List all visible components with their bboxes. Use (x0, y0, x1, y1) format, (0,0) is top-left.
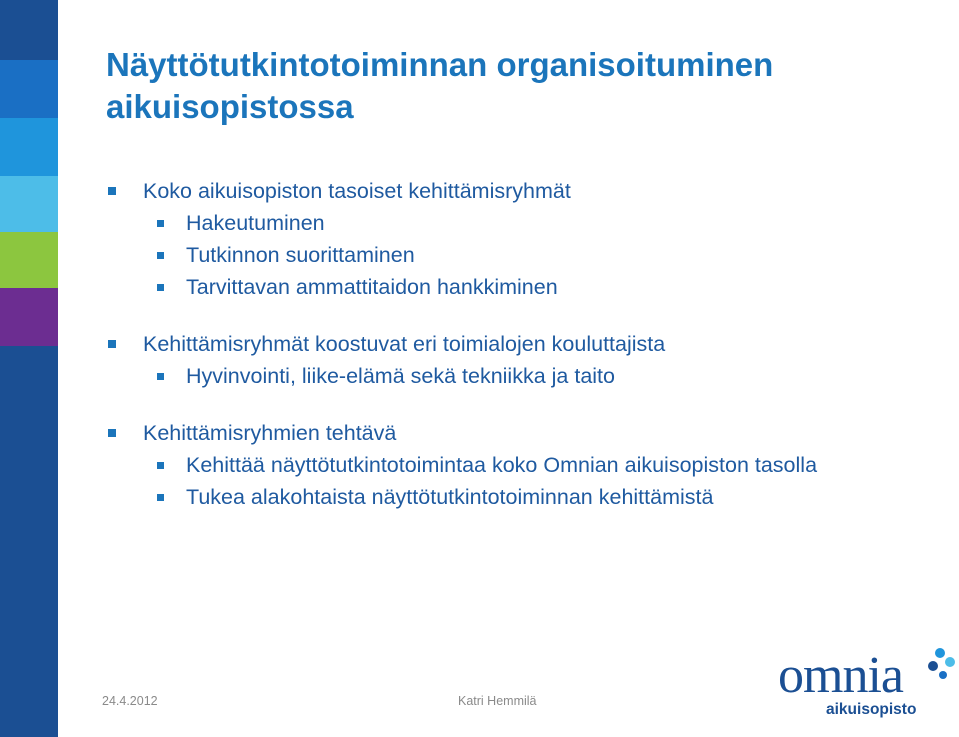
bullet-level-2: Hyvinvointi, liike-elämä sekä tekniikka ja taito (106, 360, 926, 392)
bullet-level-1: Koko aikuisopiston tasoiset kehittämisryhmät (106, 175, 926, 207)
footer-author: Katri Hemmilä (458, 694, 537, 708)
logo-dots-icon (918, 646, 956, 686)
bullet-level-2: Tukea alakohtaista näyttötutkintotoiminnan kehittämistä (106, 481, 926, 513)
bullet-level-1: Kehittämisryhmien tehtävä (106, 417, 926, 449)
footer-date: 24.4.2012 (102, 694, 158, 708)
decorative-color-stripe (0, 0, 58, 737)
bullet-level-2: Hakeutuminen (106, 207, 926, 239)
bullet-group-2 (106, 328, 926, 392)
bullet-level-2: Kehittää näyttötutkintotoimintaa koko Omnian aikuisopiston tasolla (106, 449, 926, 481)
bullet-level-1: Kehittämisryhmät koostuvat eri toimialojen kouluttajista (106, 328, 926, 360)
slide-title: Näyttötutkintotoiminnan organisoituminen aikuisopistossa (106, 46, 774, 125)
square-bullet-icon (108, 340, 116, 348)
bullet-group-1 (106, 175, 926, 303)
bullet-level-2: Tutkinnon suorittaminen (106, 239, 926, 271)
square-bullet-icon (157, 252, 164, 259)
square-bullet-icon (157, 284, 164, 291)
square-bullet-icon (157, 220, 164, 227)
logo-wordmark: omnia (778, 647, 903, 704)
square-bullet-icon (157, 494, 164, 501)
square-bullet-icon (157, 462, 164, 469)
bullet-group-3 (106, 417, 926, 513)
omnia-logo (778, 646, 953, 722)
square-bullet-icon (108, 429, 116, 437)
logo-tagline: aikuisopisto (826, 701, 917, 718)
square-bullet-icon (108, 187, 116, 195)
square-bullet-icon (157, 373, 164, 380)
slide-content (106, 175, 926, 538)
bullet-level-2: Tarvittavan ammattitaidon hankkiminen (106, 271, 926, 303)
